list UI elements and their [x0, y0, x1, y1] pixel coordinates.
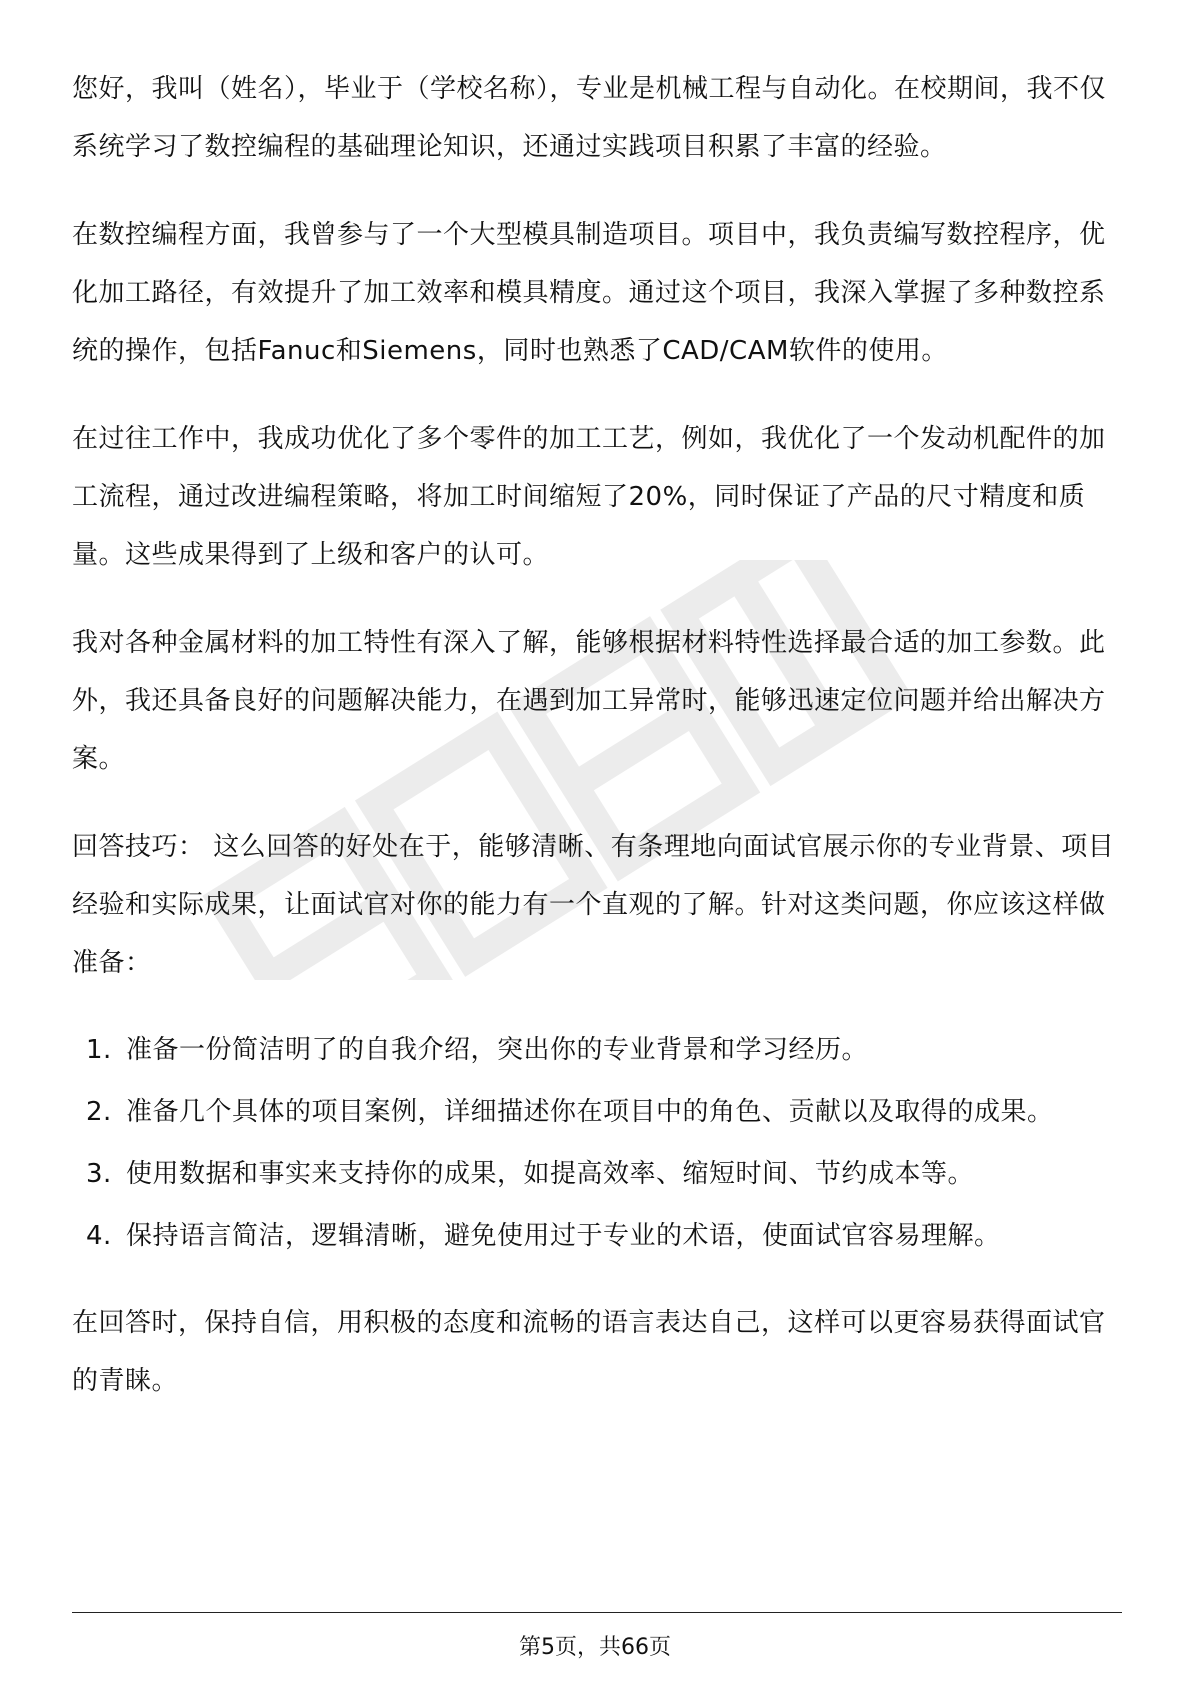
list-item-text: 准备一份简洁明了的自我介绍，突出你的专业背景和学习经历。: [126, 1035, 869, 1065]
list-item: [72, 1208, 1122, 1264]
paragraph-cnc-programming: 在数控编程方面，我曾参与了一个大型模具制造项目。项目中，我负责编写数控程序，优化加工路径，有效提升了加工效率和模具精度。通过这个项目，我深入掌握了多种数控系统的操作，包括Fanuc和Siemens，同时也熟悉了CAD/CAM软件的使用。: [72, 220, 1106, 366]
list-item: [72, 1022, 1122, 1078]
list-number: 1.: [86, 1035, 112, 1065]
paragraph-closing: 在回答时，保持自信，用积极的态度和流畅的语言表达自己，这样可以更容易获得面试官的青睐。: [72, 1308, 1106, 1396]
list-item-text: 保持语言简洁，逻辑清晰，避免使用过于专业的术语，使面试官容易理解。: [126, 1221, 1001, 1251]
list-number: 2.: [86, 1097, 112, 1127]
list-item-text: 准备几个具体的项目案例，详细描述你在项目中的角色、贡献以及取得的成果。: [126, 1097, 1054, 1127]
list-item-text: 使用数据和事实来支持你的成果，如提高效率、缩短时间、节约成本等。: [126, 1159, 975, 1189]
list-number: 4.: [86, 1221, 112, 1251]
document-body: [72, 60, 1122, 1440]
paragraph-work-experience: 在过往工作中，我成功优化了多个零件的加工工艺，例如，我优化了一个发动机配件的加工流程，通过改进编程策略，将加工时间缩短了20%，同时保证了产品的尺寸精度和质量。这些成果得到了上级和客户的认可。: [72, 424, 1106, 570]
tips-list: [72, 1022, 1122, 1264]
page-number: 第5页，共66页: [519, 1635, 671, 1660]
list-item: [72, 1146, 1122, 1202]
paragraph-materials: 我对各种金属材料的加工特性有深入了解，能够根据材料特性选择最合适的加工参数。此外，我还具备良好的问题解决能力，在遇到加工异常时，能够迅速定位问题并给出解决方案。: [72, 628, 1106, 774]
paragraph-answer-tips: 回答技巧： 这么回答的好处在于，能够清晰、有条理地向面试官展示你的专业背景、项目经验和实际成果，让面试官对你的能力有一个直观的了解。针对这类问题，你应该这样做准备：: [72, 832, 1115, 978]
footer-divider: [72, 1612, 1122, 1613]
list-number: 3.: [86, 1159, 112, 1189]
paragraph-intro: 您好，我叫（姓名），毕业于（学校名称），专业是机械工程与自动化。在校期间，我不仅系统学习了数控编程的基础理论知识，还通过实践项目积累了丰富的经验。: [72, 74, 1107, 162]
list-item: [72, 1084, 1122, 1140]
